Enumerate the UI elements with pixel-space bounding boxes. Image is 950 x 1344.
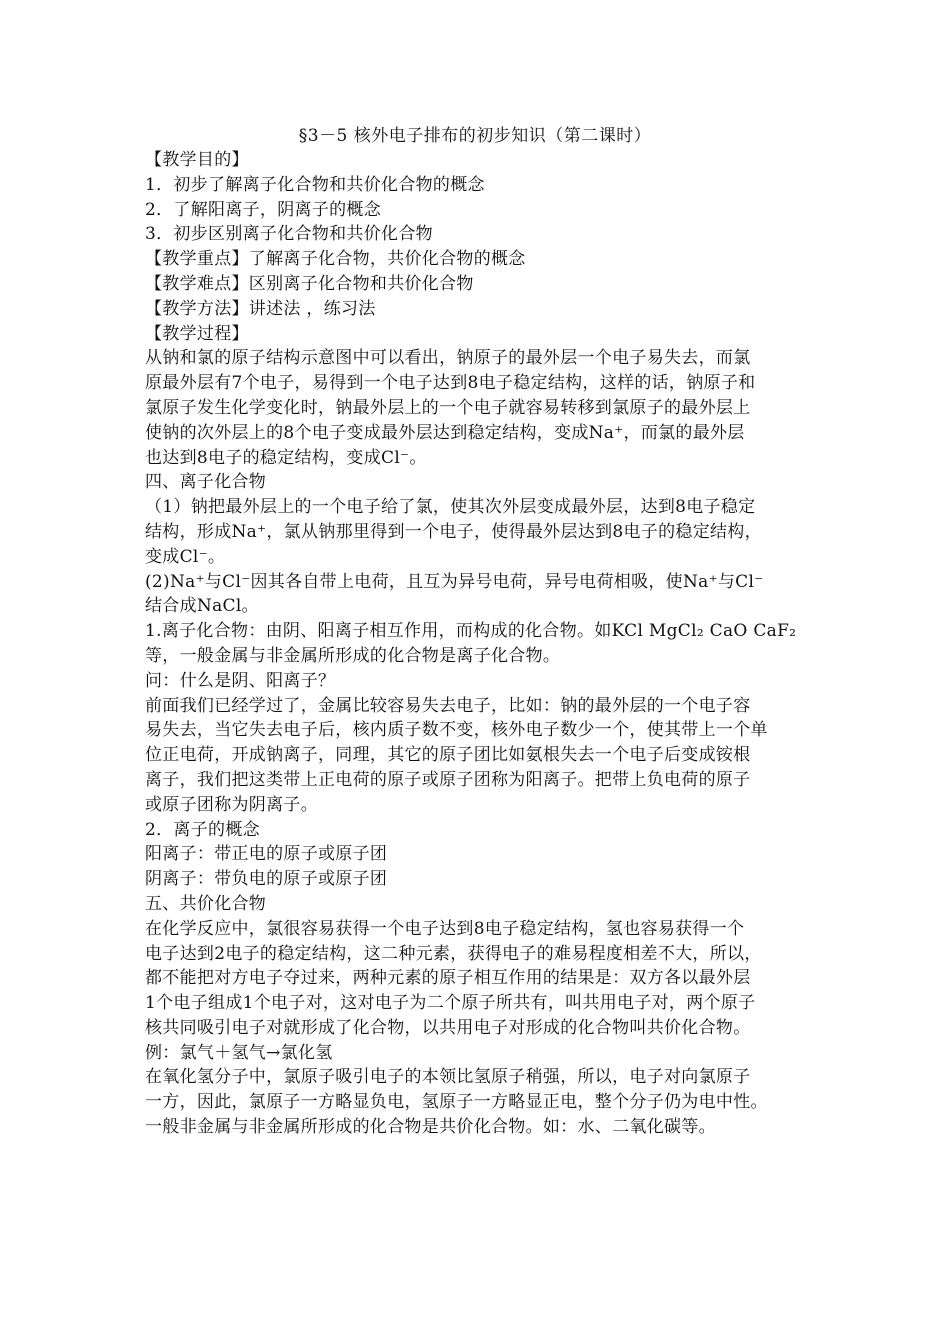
- text-line: 阴离子：带负电的原子或原子团: [145, 869, 388, 890]
- text-line: 1个电子组成1个电子对，这对电子为二个原子所共有，叫共用电子对，两个原子: [145, 993, 756, 1014]
- text-line: 3．初步区别离子化合物和共价化合物: [145, 224, 433, 245]
- text-line: 阳离子：带正电的原子或原子团: [145, 844, 388, 865]
- text-line: 在化学反应中，氯很容易获得一个电子达到8电子稳定结构，氢也容易获得一个: [145, 918, 745, 939]
- text-line: 氯原子发生化学变化时，钠最外层上的一个电子就容易转移到氯原子的最外层上: [145, 397, 751, 418]
- text-line: 【教学难点】区别离子化合物和共价化合物: [145, 273, 474, 294]
- text-line: 也达到8电子的稳定结构，变成Cl⁻。: [145, 447, 427, 468]
- text-line: 【教学过程】: [145, 323, 249, 344]
- text-line: 2．了解阳离子，阴离子的概念: [145, 199, 382, 220]
- text-line: (2)Na⁺与Cl⁻因其各自带上电荷，且互为异号电荷，异号电荷相吸，使Na⁺与Cl⁻: [145, 571, 764, 592]
- text-line: 都不能把对方电子夺过来，两种元素的原子相互作用的结果是：双方各以最外层: [145, 968, 751, 989]
- text-line: 或原子团称为阴离子。: [145, 794, 318, 815]
- text-line: 在氧化氢分子中，氯原子吸引电子的本领比氢原子稍强，所以，电子对向氯原子: [145, 1067, 751, 1088]
- text-line: 1．初步了解离子化合物和共价化合物的概念: [145, 174, 485, 195]
- text-line: 变成Cl⁻。: [145, 546, 226, 567]
- text-line: 前面我们已经学过了，金属比较容易失去电子，比如：钠的最外层的一个电子容: [145, 695, 751, 716]
- document-body: [145, 148, 815, 1140]
- text-line: 问：什么是阴、阳离子？: [145, 670, 336, 691]
- text-line: 使钠的次外层上的8个电子变成最外层达到稳定结构，变成Na⁺，而氯的最外层: [145, 422, 745, 443]
- text-line: 例：氯气＋氢气→氯化氢: [145, 1042, 333, 1063]
- text-line: （1）钠把最外层上的一个电子给了氯，使其次外层变成最外层，达到8电子稳定: [145, 497, 756, 518]
- text-line: 等，一般金属与非金属所形成的化合物是离子化合物。: [145, 645, 561, 666]
- text-line: 离子，我们把这类带上正电荷的原子或原子团称为阳离子。把带上负电荷的原子: [145, 769, 751, 790]
- text-line: 【教学目的】: [145, 150, 249, 170]
- text-line: 五、共价化合物: [145, 893, 267, 914]
- text-line: 1.离子化合物：由阴、阳离子相互作用，而构成的化合物。如KCl MgCl₂ CaO CaF₂: [145, 621, 797, 642]
- text-line: 易失去，当它失去电子后，核内质子数不变，核外电子数少一个，使其带上一个单: [145, 720, 768, 741]
- text-line: 结合成NaCl。: [145, 596, 259, 617]
- document-title: §3－5 核外电子排布的初步知识（第二课时）: [298, 126, 652, 146]
- text-line: 位正电荷，开成钠离子，同理，其它的原子团比如氨根失去一个电子后变成铵根: [145, 745, 751, 766]
- text-line: 电子达到2电子的稳定结构，这二种元素，获得电子的难易程度相差不大，所以，: [145, 943, 762, 964]
- text-line: 原最外层有7个电子，易得到一个电子达到8电子稳定结构，这样的话，钠原子和: [145, 373, 756, 394]
- text-line: 四、离子化合物: [145, 472, 267, 493]
- text-line: 【教学重点】了解离子化合物，共价化合物的概念: [145, 249, 526, 270]
- text-line: 一般非金属与非金属所形成的化合物是共价化合物。如：水、二氧化碳等。: [145, 1117, 716, 1138]
- text-line: 【教学方法】讲述法 ，练习法: [145, 298, 376, 319]
- text-line: 核共同吸引电子对就形成了化合物，以共用电子对形成的化合物叫共价化合物。: [145, 1017, 751, 1038]
- text-line: 一方，因此，氯原子一方略显负电，氢原子一方略显正电，整个分子仍为电中性。: [145, 1092, 768, 1113]
- text-line: 结构，形成Na⁺，氯从钠那里得到一个电子，使得最外层达到8电子的稳定结构，: [145, 521, 762, 542]
- text-line: 从钠和氯的原子结构示意图中可以看出，钠原子的最外层一个电子易失去，而氯: [145, 348, 751, 369]
- text-line: 2．离子的概念: [145, 819, 260, 840]
